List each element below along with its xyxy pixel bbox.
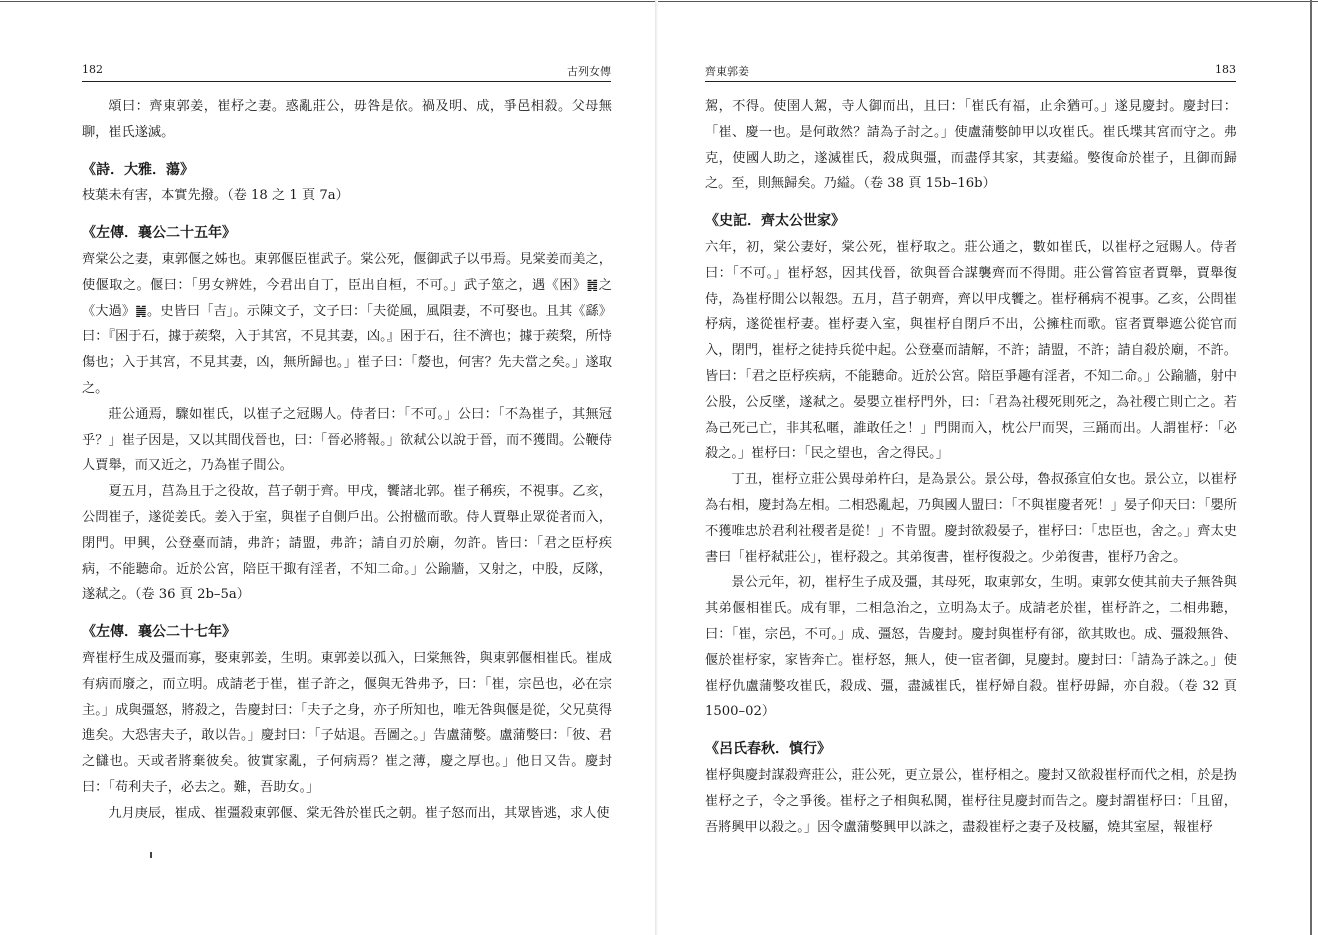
page-number-right: 183	[1215, 63, 1236, 76]
section-heading: 《詩．大雅．蕩》	[82, 161, 194, 178]
left-page-body	[82, 94, 612, 827]
section-heading: 《左傳．襄公二十五年》	[82, 225, 236, 242]
section-heading: 《史記．齊太公世家》	[705, 213, 845, 230]
left-page	[0, 0, 655, 935]
left-running-head	[82, 63, 611, 82]
verse-paragraph: 頌曰：齊東郭姜，崔杼之妻。惑亂莊公，毋咎是依。禍及明、成，爭邑相殺。父母無聊，崔氏遂滅。	[82, 99, 612, 140]
text-paragraph: 齊棠公之妻，東郭偃之姊也。東郭偃臣崔武子。棠公死，偃御武子以弔焉。見棠姜而美之，使偃取之。偃曰：「男女辨姓，今君出自丁，臣出自桓，不可。」武子筮之，遇《困》䷮之《大過》䷛。史皆曰「吉」。示陳文子，文子曰：「夫從風，風隕妻，不可娶也。且其《繇》曰：『困于石，據于蒺棃，入于其宮，不見其妻，凶。』困于石，往不濟也；據于蒺棃，所恃傷也；入于其宮，不見其妻，凶，無所歸也。」崔子曰：「嫠也，何害？先夫當之矣。」遂取之。	[82, 251, 612, 396]
text-paragraph: 景公元年，初，崔杼生子成及彊，其母死，取東郭女，生明。東郭女使其前夫子無咎與其弟偃相崔氏。成有罪，二相急治之，立明為太子。成請老於崔，崔杼許之，二相弗聽，曰：「崔，宗邑，不可。」成、彊怒，告慶封。慶封與崔杼有郤，欲其敗也。成、彊殺無咎、偃於崔杼家，家皆奔亡。崔杼怒，無人，使一宦者御，見慶封。慶封曰：「請為子誅之。」使崔杼仇盧蒲嫳攻崔氏，殺成、彊，盡滅崔氏，崔杼婦自殺。崔杼毋歸，亦自殺。（卷 32 頁 1500–02）	[705, 575, 1237, 720]
section-heading: 《呂氏春秋．慎行》	[705, 741, 831, 758]
scan-speck	[150, 852, 152, 858]
right-page	[655, 0, 1318, 935]
right-running-head	[705, 63, 1236, 82]
text-paragraph: 丁丑，崔杼立莊公異母弟杵臼，是為景公。景公母，魯叔孫宣伯女也。景公立，以崔杼為右相，慶封為左相。二相恐亂起，乃與國人盟曰：「不與崔慶者死！」晏子仰天曰：「嬰所不獲唯忠於君利社稷者是從！」不肯盟。慶封欲殺晏子，崔杼曰：「忠臣也，舍之。」齊太史書曰「崔杼弒莊公」，崔杼殺之。其弟復書，崔杼復殺之。少弟復書，崔杼乃舍之。	[705, 472, 1237, 565]
running-title-left: 古列女傳	[567, 65, 611, 78]
running-title-right: 齊東郭姜	[705, 65, 749, 78]
section-heading: 《左傳．襄公二十七年》	[82, 624, 236, 641]
text-paragraph: 齊崔杼生成及彊而寡，娶東郭姜，生明。東郭姜以孤入，曰棠無咎，與東郭偃相崔氏。崔成有病而廢之，而立明。成請老于崔，崔子許之，偃與无咎弗予，曰：「崔，宗邑也，必在宗主。」成與彊怒，將殺之，告慶封曰：「夫子之身，亦子所知也，唯无咎與偃是從，父兄莫得進矣。大恐害夫子，敢以告。」慶封曰：「子姑退。吾圖之。」告盧蒲嫳。盧蒲嫳曰：「彼、君之讎也。天或者將棄彼矣。彼實家亂，子何病焉？崔之薄，慶之厚也。」他日又告。慶封曰：「苟利夫子，必去之。難，吾助女。」	[82, 650, 612, 795]
text-paragraph: 駕，不得。使圉人駕，寺人御而出，且曰：「崔氏有福，止余猶可。」遂見慶封。慶封曰：「崔、慶一也。是何敢然？請為子討之。」使盧蒲嫳帥甲以攻崔氏。崔氏堞其宮而守之。弗克，使國人助之，遂滅崔氏，殺成與彊，而盡俘其家，其妻縊。嫳復命於崔子，且御而歸之。至，則無歸矣。乃縊。（卷 38 頁 15b–16b）	[705, 99, 1237, 192]
text-paragraph: 枝葉未有害，本實先撥。（卷 18 之 1 頁 7a）	[82, 188, 349, 204]
text-paragraph: 崔杼與慶封謀殺齊莊公，莊公死，更立景公，崔杼相之。慶封又欲殺崔杼而代之相，於是㧑崔杼之子，令之爭後。崔杼之子相與私鬨，崔杼往見慶封而告之。慶封謂崔杼曰：「且留，吾將興甲以殺之。」因令盧蒲嫳興甲以誅之，盡殺崔杼之妻子及枝屬，燒其室屋，報崔杼	[705, 767, 1237, 835]
page-edge-shadow	[1310, 0, 1312, 935]
text-paragraph: 九月庚辰，崔成、崔彊殺東郭偃、棠无咎於崔氏之朝。崔子怒而出，其眾皆逃，求人使	[108, 805, 610, 821]
text-paragraph: 莊公通焉，驟如崔氏，以崔子之冠賜人。侍者曰：「不可。」公曰：「不為崔子，其無冠乎？」崔子因是，又以其間伐晉也，曰：「晉必將報。」欲弒公以說于晉，而不獲間。公鞭侍人賈舉，而又近之，乃為崔子間公。	[82, 406, 612, 474]
right-page-body	[705, 94, 1237, 840]
page-number-left: 182	[82, 63, 103, 76]
text-paragraph: 夏五月，莒為且于之役故，莒子朝于齊。甲戌，饗諸北郭。崔子稱疾，不視事。乙亥，公問崔子，遂從姜氏。姜入于室，與崔子自側戶出。公拊楹而歌。侍人賈舉止眾從者而入，閉門。甲興，公登臺而請，弗許；請盟，弗許；請自刃於廟，勿許。皆曰：「君之臣杼疾病，不能聽命。近於公宮，陪臣干掫有淫者，不知二命。」公踰牆，又射之，中股，反隊，遂弒之。（卷 36 頁 2b–5a）	[82, 484, 612, 603]
text-paragraph: 六年，初，棠公妻好，棠公死，崔杼取之。莊公通之，數如崔氏，以崔杼之冠賜人。侍者曰：「不可。」崔杼怒，因其伐晉，欲與晉合謀襲齊而不得閒。莊公嘗笞宦者賈舉，賈舉復侍，為崔杼閒公以報怨。五月，莒子朝齊，齊以甲戌饗之。崔杼稱病不視事。乙亥，公問崔杼病，遂從崔杼妻。崔杼妻入室，與崔杼自閉戶不出，公擁柱而歌。宦者賈舉遮公從官而入，閉門，崔杼之徒持兵從中起。公登臺而請解，不許；請盟，不許；請自殺於廟，不許。皆曰：「君之臣杼疾病，不能聽命。近於公宮。陪臣爭趣有淫者，不知二命。」公踰牆，射中公股，公反墜，遂弒之。晏嬰立崔杼門外，曰：「君為社稷死則死之，為社稷亡則亡之。若為己死己亡，非其私暱，誰敢任之！」門開而入，枕公尸而哭，三踊而出。人謂崔杼：「必殺之。」崔杼曰：「民之望也，舍之得民。」	[705, 239, 1237, 462]
